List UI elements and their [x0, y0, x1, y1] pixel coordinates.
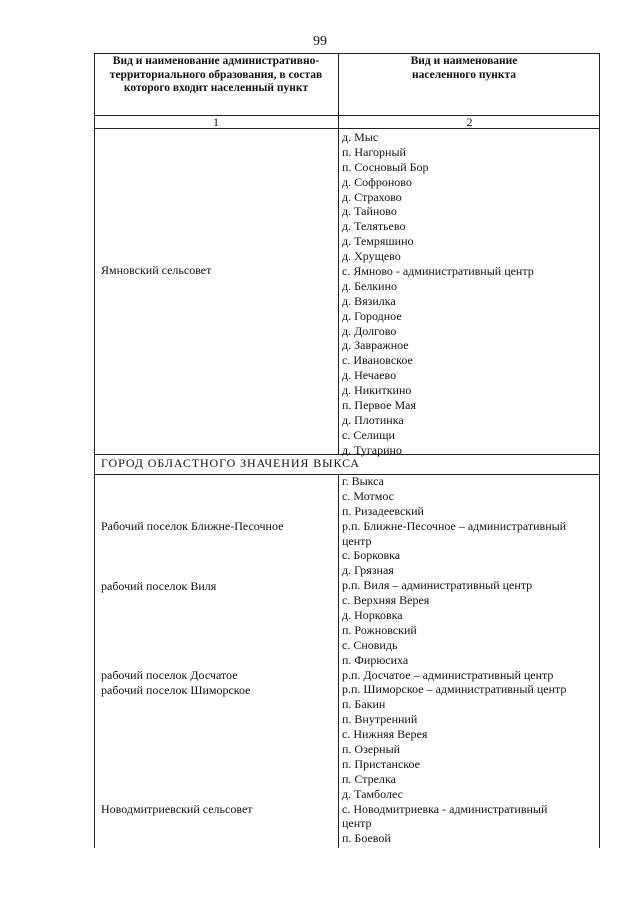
list-item: с. Нижняя Верея: [342, 727, 428, 742]
table-right-border: [599, 53, 600, 848]
list-item: р.п. Виля – административный центр: [342, 578, 533, 593]
list-item: д. Мыс: [342, 130, 379, 144]
list-item: п. Пристанское: [342, 756, 420, 771]
list-item: д. Страхово: [342, 189, 402, 204]
list-item: д. Никиткино: [342, 383, 412, 398]
list-item: д. Тамболес: [342, 786, 403, 801]
section-title-vyksa: ГОРОД ОБЛАСТНОГО ЗНАЧЕНИЯ ВЫКСА: [101, 456, 360, 470]
list-item: с. Борковка: [342, 548, 401, 563]
list-item: д. Грязная: [342, 563, 394, 578]
list-item: п. Внутренний: [342, 712, 418, 727]
settlements-list-2: [342, 474, 566, 846]
list-item: р.п. Ближне-Песочное – административный: [342, 518, 567, 533]
header-col1: Вид и наименование административно-территориального образования, в состав которого входит населенный пункт: [109, 55, 323, 94]
municipality-novodmitrievsky: Новодмитриевский сельсовет: [101, 802, 253, 816]
list-item: д. Вязилка: [342, 293, 396, 308]
municipality-shimorskoe: рабочий поселок Шиморское: [101, 683, 251, 697]
list-item: д. Долгово: [342, 323, 397, 338]
list-item: д. Норковка: [342, 608, 403, 623]
header-col2: Вид и наименование населенного пункта: [410, 55, 518, 81]
list-item: центр: [342, 533, 372, 548]
list-item: с. Мотмос: [342, 488, 395, 503]
list-item: п. Озерный: [342, 742, 401, 757]
list-item: п. Боевой: [342, 831, 391, 846]
list-item: с. Верхняя Верея: [342, 593, 430, 608]
list-item: д. Тайново: [342, 204, 397, 219]
list-item: д. Городное: [342, 308, 402, 323]
page-number: 99: [313, 34, 327, 49]
list-item: п. Рожновский: [342, 622, 417, 637]
header-col1-number: 1: [213, 115, 219, 129]
list-item: д. Плотинка: [342, 412, 404, 427]
settlements-list-1: [342, 130, 534, 458]
list-item: д. Завражное: [342, 338, 409, 353]
table-top-border: [94, 53, 600, 54]
column-divider-upper: [338, 53, 339, 454]
list-item: п. Нагорный: [342, 144, 406, 159]
list-item: р.п. Шиморское – административный центр: [342, 682, 567, 697]
list-item: п. Первое Мая: [342, 398, 416, 413]
municipality-yamnovsky: Ямновский сельсовет: [101, 263, 212, 277]
list-item: с. Новодмитриевка - административный: [342, 801, 548, 816]
list-item: п. Сосновый Бор: [342, 159, 429, 174]
list-item: д. Белкино: [342, 278, 397, 293]
municipality-blizhne-pesochnoe: Рабочий поселок Ближне-Песочное: [101, 519, 284, 533]
list-item: с. Сновидь: [342, 637, 398, 652]
list-item: с. Ямново - административный центр: [342, 264, 534, 279]
list-item: п. Стрелка: [342, 771, 396, 786]
header-col2-number: 2: [466, 115, 473, 129]
list-item: п. Бакин: [342, 697, 386, 712]
municipality-doschatoe: рабочий поселок Досчатое: [101, 668, 238, 682]
list-item: г. Выкса: [342, 474, 384, 488]
list-item: р.п. Досчатое – административный центр: [342, 667, 554, 682]
list-item: с. Селищи: [342, 427, 395, 442]
column-divider-lower: [338, 474, 339, 848]
list-item: д. Софроново: [342, 174, 412, 189]
list-item: п. Ризадеевский: [342, 503, 424, 518]
list-item: д. Телятьево: [342, 219, 406, 234]
list-item: д. Нечаево: [342, 368, 397, 383]
list-item: центр: [342, 816, 372, 831]
list-item: с. Ивановское: [342, 353, 413, 368]
table-left-border: [94, 53, 95, 848]
list-item: д. Темряшино: [342, 234, 414, 249]
list-item: д. Тугарино: [342, 442, 402, 457]
list-item: д. Хрущево: [342, 249, 401, 264]
municipality-vilya: рабочий поселок Виля: [101, 579, 217, 593]
list-item: п. Фирюсиха: [342, 652, 409, 667]
